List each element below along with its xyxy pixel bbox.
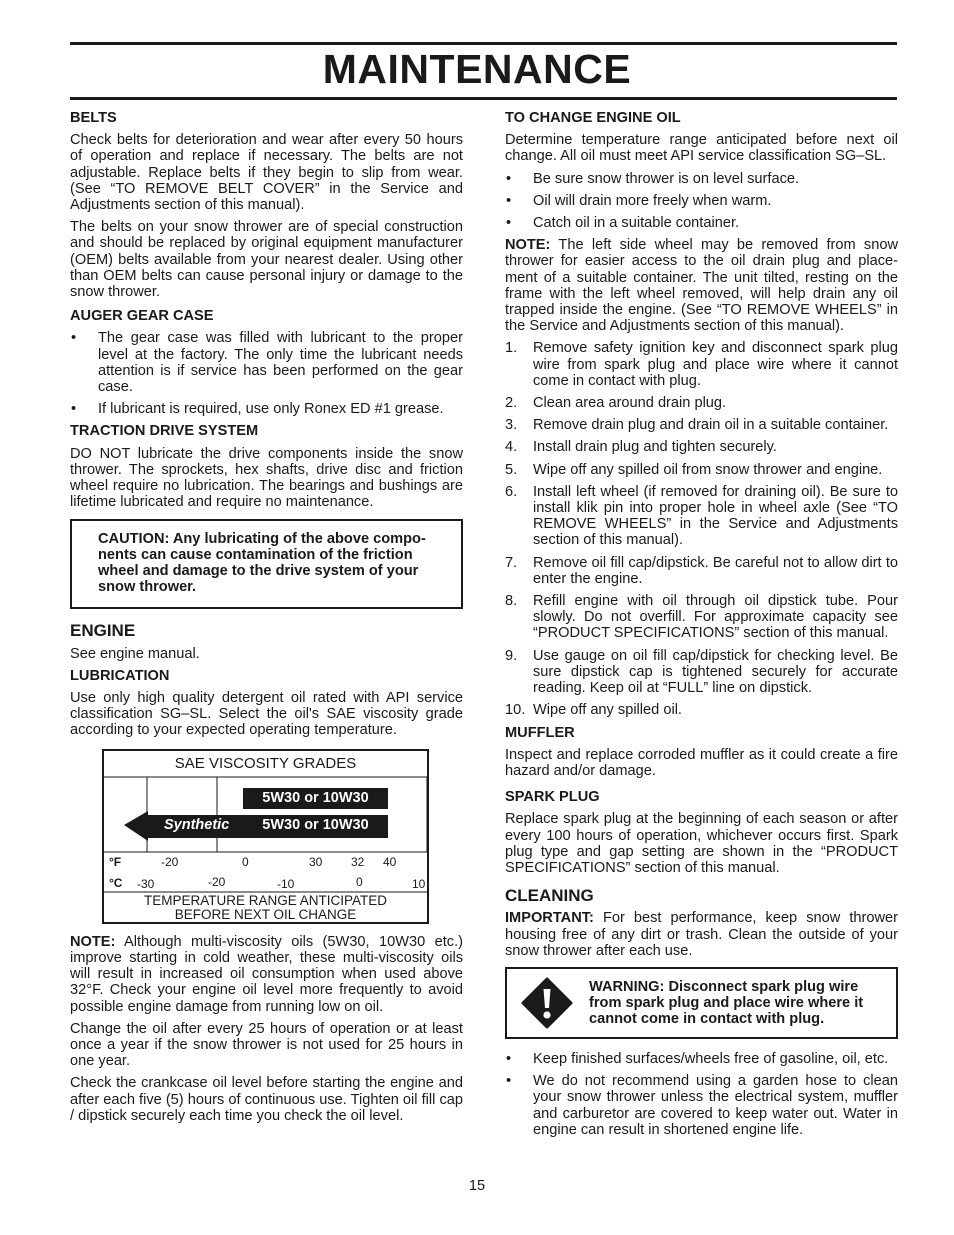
title-underline	[70, 97, 897, 100]
step-number: 4.	[505, 439, 518, 456]
step-number: 6.	[505, 483, 518, 500]
oil-change-intro: Determine temperature range anticipated before next oil change. All oil must meet API service classification SG–SL.	[505, 132, 898, 165]
list-item	[505, 340, 898, 389]
list-item	[505, 484, 898, 549]
muffler-heading: MUFFLER	[505, 724, 575, 741]
step-text: Remove safety ignition key and disconnect spark plug wire from spark plug and place wire where it cannot come in contact with plug.	[533, 340, 898, 389]
step-text: Install drain plug and tighten securely.	[533, 439, 777, 456]
cleaning-bullets	[505, 1051, 898, 1138]
step-text: Wipe off any spilled oil from snow thrower and engine.	[533, 461, 883, 478]
list-item	[505, 395, 898, 411]
f-tick: -20	[161, 854, 179, 869]
step-text: Use gauge on oil fill cap/dipstick for checking level. Be sure dipstick cap is tightened securely for accurate reading. Keep oil at “FULL” line on dipstick.	[533, 647, 898, 697]
list-item: • Oil will drain more freely when warm.	[505, 193, 898, 209]
list-item	[505, 462, 898, 478]
top-rule	[70, 42, 897, 45]
c-tick: -10	[277, 876, 295, 891]
oil-check-paragraph: Check the crankcase oil level before starting the engine and after each five (5) hours of continuous use. Tighten oil fill cap / dipstick securely each time you check the oil level.	[70, 1075, 463, 1124]
chart-caption-line-2: BEFORE NEXT OIL CHANGE	[174, 906, 357, 922]
f-tick: 40	[383, 854, 397, 869]
lubrication-paragraph: Use only high quality detergent oil rated with API service classification SG–SL. Select the oil's SAE viscosity grade according to your expected operating temperature.	[70, 690, 463, 739]
chart-title: SAE VISCOSITY GRADES	[174, 754, 357, 772]
oil-change-steps	[505, 340, 898, 718]
bar-2-synthetic-label: Synthetic	[164, 816, 230, 833]
f-tick: 30	[309, 854, 323, 869]
wheel-note-paragraph	[505, 237, 898, 334]
oil-change-paragraph: Change the oil after every 25 hours of operation or at least once a year if the snow thrower is not used for 25 hours in one year.	[70, 1020, 463, 1070]
list-item: • If lubricant is required, use only Ronex ED #1 grease.	[70, 401, 463, 417]
traction-paragraph: DO NOT lubricate the drive components inside the snow thrower. The sprockets, hex shafts, drive disc and friction wheel require no lubrication. The bearings and bushings are lifetime lubricated and require no maintenance.	[70, 445, 463, 511]
list-item: • Catch oil in a suitable container.	[505, 215, 898, 231]
chart-caption-line-1: TEMPERATURE RANGE ANTICIPATED	[143, 892, 388, 908]
list-item: • Keep finished surfaces/wheels free of gasoline, oil, etc.	[505, 1051, 898, 1067]
note-paragraph	[70, 934, 463, 1015]
fahrenheit-unit: °F	[109, 854, 122, 869]
list-item	[505, 439, 898, 455]
list-item	[505, 555, 898, 587]
step-number: 9.	[505, 647, 518, 664]
list-item	[505, 417, 898, 433]
step-text: Install left wheel (if removed for draining oil). Be sure to install klik pin into proper hole in wheel axle (See “TO REMOVE WHEELS” in the Service and Adjustments section of this manual).	[533, 483, 898, 549]
lubrication-heading: LUBRICATION	[70, 667, 170, 684]
c-tick: 10	[412, 876, 426, 891]
viscosity-chart	[102, 749, 429, 924]
step-text: Wipe off any spilled oil.	[533, 702, 682, 719]
step-text: Clean area around drain plug.	[533, 395, 727, 412]
step-number: 3.	[505, 417, 518, 434]
step-number: 8.	[505, 593, 518, 610]
list-item: • We do not recommend using a garden hose to clean your snow thrower unless the electrical system, muffler and carburetor are covered to keep water out. Water in engine can result in shortened engine life.	[505, 1073, 898, 1138]
list-item	[505, 702, 898, 718]
warning-box	[505, 967, 898, 1039]
f-tick: 32	[351, 854, 365, 869]
f-tick: 0	[242, 854, 249, 869]
list-item: • Be sure snow thrower is on level surface.	[505, 171, 898, 187]
oil-bullets	[505, 171, 898, 232]
note-text: The left side wheel may be removed from snow thrower for easier access to the oil drain plug and place-ment of a suitable container. The unit tilted, resting on the frame with the left wheel removed, will help drain any oil trapped inside the engine. (See “TO REMOVE WHEELS” in the Service and Adjustments section of this manual).	[505, 237, 898, 335]
auger-bullets	[70, 330, 463, 417]
engine-paragraph: See engine manual.	[70, 645, 200, 662]
oil-change-heading: TO CHANGE ENGINE OIL	[505, 110, 681, 126]
step-text: Refill engine with oil through oil dipstick tube. Pour slowly. Do not overfill. For approximate capacity see “PRODUCT SPECIFICATIONS” section of this manual.	[533, 593, 898, 642]
note-label: NOTE:	[70, 933, 116, 950]
belts-heading: BELTS	[70, 110, 117, 126]
belts-paragraph-2: The belts on your snow thrower are of special construction and should be replaced by original equipment manufacturer (OEM) belts available from your nearest dealer. Using other than OEM belts can cause personal injury or damage to the snow thrower.	[70, 219, 463, 301]
spark-plug-heading: SPARK PLUG	[505, 789, 600, 806]
note-text: Although multi-viscosity oils (5W30, 10W30 etc.) improve starting in cold weather, these multi-viscosity oils will result in increased oil consumption when used above 32°F. Check your engine oil level more frequently to avoid possible engine damage from running low on oil.	[70, 933, 463, 1015]
important-paragraph	[505, 910, 898, 959]
cleaning-heading: CLEANING	[505, 886, 594, 906]
spark-plug-paragraph: Replace spark plug at the beginning of each season or after every 100 hours of operation, whichever occurs first. Spark plug type and gap setting are shown in the “PRODUCT SPECIFICATIONS” section of this manual.	[505, 811, 898, 876]
step-text: Remove drain plug and drain oil in a suitable container.	[533, 417, 889, 434]
warning-icon	[521, 977, 573, 1029]
left-column	[70, 110, 463, 1130]
page-number: 15	[468, 1178, 486, 1194]
belts-paragraph-1: Check belts for deterioration and wear after every 50 hours of operation and replace if necessary. The belts are not adjustable. Replace belts if they begin to slip from wear. (See “TO REMOVE BELT COVER” in the Service and Adjustments section of this manual).	[70, 132, 463, 214]
auger-heading: AUGER GEAR CASE	[70, 308, 214, 325]
step-text: Remove oil fill cap/dipstick. Be careful not to allow dirt to enter the engine.	[533, 554, 898, 587]
engine-heading: ENGINE	[70, 621, 136, 641]
step-number: 10.	[505, 702, 526, 719]
step-number: 1.	[505, 340, 518, 357]
important-label: IMPORTANT:	[505, 910, 594, 927]
step-number: 7.	[505, 554, 518, 571]
right-column	[505, 110, 898, 1144]
warning-text: WARNING: Disconnect spark plug wire from spark plug and place wire where it cannot come in contact with plug.	[589, 978, 864, 1027]
note-label: NOTE:	[505, 237, 551, 254]
list-item	[505, 593, 898, 642]
c-tick: -30	[137, 876, 155, 891]
list-item	[505, 648, 898, 697]
important-text: For best performance, keep snow thrower housing free of any dirt or trash. Clean the outside of your snow thrower after each use.	[505, 910, 898, 959]
celsius-unit: °C	[109, 875, 123, 890]
step-number: 2.	[505, 395, 518, 412]
c-tick: 0	[356, 874, 363, 889]
muffler-paragraph: Inspect and replace corroded muffler as it could create a fire hazard and/or damage.	[505, 746, 898, 779]
list-item: • The gear case was filled with lubricant to the proper level at the factory. The only time the lubricant needs attention is if service has been performed on the gear case.	[70, 330, 463, 395]
bar-1-label: 5W30 or 10W30	[262, 789, 369, 806]
traction-heading: TRACTION DRIVE SYSTEM	[70, 423, 259, 440]
page-title: MAINTENANCE	[322, 46, 632, 92]
bar-2-label: 5W30 or 10W30	[262, 816, 369, 833]
step-number: 5.	[505, 461, 518, 478]
c-tick: -20	[208, 874, 226, 889]
caution-box: CAUTION: Any lubricating of the above compo-nents can cause contamination of the friction wheel and damage to the drive system of your snow thrower.	[70, 519, 463, 609]
